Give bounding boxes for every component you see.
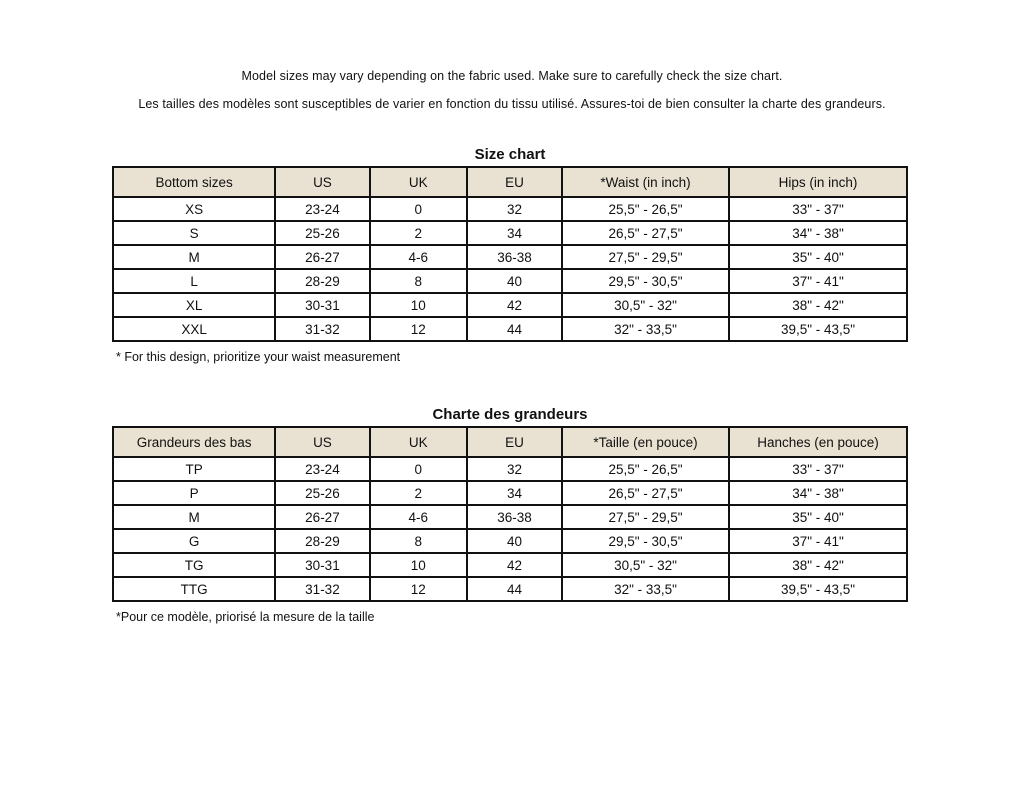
- table-cell: 25,5" - 26,5": [562, 197, 729, 221]
- table-cell: 26,5" - 27,5": [562, 221, 729, 245]
- table-cell: 37" - 41": [729, 269, 907, 293]
- table-cell: 23-24: [275, 457, 369, 481]
- size-chart-section-fr: [112, 406, 908, 624]
- table-row: [113, 481, 907, 505]
- column-header: UK: [370, 167, 467, 197]
- table-cell: 10: [370, 293, 467, 317]
- table-cell: M: [113, 505, 275, 529]
- table-cell: 10: [370, 553, 467, 577]
- table-cell: 2: [370, 221, 467, 245]
- column-header: Hanches (en pouce): [729, 427, 907, 457]
- size-chart-section-en: [112, 146, 908, 364]
- table-cell: TTG: [113, 577, 275, 601]
- table-row: [113, 457, 907, 481]
- column-header: EU: [467, 427, 562, 457]
- table-cell: 26-27: [275, 505, 369, 529]
- column-header: Grandeurs des bas: [113, 427, 275, 457]
- table-cell: 32" - 33,5": [562, 577, 729, 601]
- table-cell: 34: [467, 481, 562, 505]
- intro-text-fr: Les tailles des modèles sont susceptibles de varier en fonction du tissu utilisé. Assures-toi de bien consulter la charte des grandeurs.: [138, 97, 886, 111]
- table-cell: 30,5" - 32": [562, 293, 729, 317]
- column-header: *Taille (en pouce): [562, 427, 729, 457]
- table-cell: 26-27: [275, 245, 369, 269]
- table-cell: 8: [370, 269, 467, 293]
- table-cell: 30-31: [275, 293, 369, 317]
- table-cell: P: [113, 481, 275, 505]
- table-cell: 31-32: [275, 317, 369, 341]
- table-cell: XL: [113, 293, 275, 317]
- table-title-en: Size chart: [474, 146, 546, 163]
- table-cell: 35" - 40": [729, 245, 907, 269]
- size-table-fr: [112, 426, 908, 602]
- table-cell: M: [113, 245, 275, 269]
- table-cell: XS: [113, 197, 275, 221]
- size-chart-page: [0, 69, 1024, 624]
- table-header-row: [113, 167, 907, 197]
- table-cell: 26,5" - 27,5": [562, 481, 729, 505]
- table-row: [113, 221, 907, 245]
- table-cell: 42: [467, 553, 562, 577]
- table-cell: 36-38: [467, 245, 562, 269]
- table-cell: 4-6: [370, 505, 467, 529]
- table-cell: 39,5" - 43,5": [729, 317, 907, 341]
- table-cell: 28-29: [275, 269, 369, 293]
- intro-text-en: Model sizes may vary depending on the fabric used. Make sure to carefully check the size chart.: [241, 69, 783, 83]
- table-title-fr: Charte des grandeurs: [432, 406, 588, 423]
- table-cell: 25-26: [275, 221, 369, 245]
- column-header: US: [275, 167, 369, 197]
- table-cell: 27,5" - 29,5": [562, 505, 729, 529]
- table-cell: 31-32: [275, 577, 369, 601]
- table-cell: 40: [467, 529, 562, 553]
- table-cell: 44: [467, 577, 562, 601]
- table-cell: 38" - 42": [729, 293, 907, 317]
- size-table-en: [112, 166, 908, 342]
- table-cell: G: [113, 529, 275, 553]
- table-cell: 33" - 37": [729, 197, 907, 221]
- table-cell: 36-38: [467, 505, 562, 529]
- table-footnote-fr: *Pour ce modèle, priorisé la mesure de la taille: [116, 610, 375, 624]
- table-cell: 2: [370, 481, 467, 505]
- table-cell: 42: [467, 293, 562, 317]
- column-header: *Waist (in inch): [562, 167, 729, 197]
- table-cell: 23-24: [275, 197, 369, 221]
- table-row: [113, 553, 907, 577]
- column-header: Hips (in inch): [729, 167, 907, 197]
- table-row: [113, 245, 907, 269]
- table-cell: 32: [467, 197, 562, 221]
- table-cell: 37" - 41": [729, 529, 907, 553]
- table-cell: 25,5" - 26,5": [562, 457, 729, 481]
- table-footnote-en: * For this design, prioritize your waist measurement: [116, 350, 401, 364]
- table-row: [113, 317, 907, 341]
- table-cell: 35" - 40": [729, 505, 907, 529]
- table-cell: 32: [467, 457, 562, 481]
- table-cell: 4-6: [370, 245, 467, 269]
- table-row: [113, 505, 907, 529]
- column-header: Bottom sizes: [113, 167, 275, 197]
- table-cell: 33" - 37": [729, 457, 907, 481]
- table-cell: 27,5" - 29,5": [562, 245, 729, 269]
- table-cell: 39,5" - 43,5": [729, 577, 907, 601]
- table-cell: 34" - 38": [729, 481, 907, 505]
- table-cell: 30,5" - 32": [562, 553, 729, 577]
- table-cell: 30-31: [275, 553, 369, 577]
- table-cell: 44: [467, 317, 562, 341]
- table-cell: TP: [113, 457, 275, 481]
- table-cell: 12: [370, 577, 467, 601]
- table-cell: 0: [370, 197, 467, 221]
- table-cell: 25-26: [275, 481, 369, 505]
- table-cell: 38" - 42": [729, 553, 907, 577]
- table-row: [113, 197, 907, 221]
- column-header: US: [275, 427, 369, 457]
- table-row: [113, 577, 907, 601]
- table-cell: 12: [370, 317, 467, 341]
- column-header: UK: [370, 427, 467, 457]
- table-cell: L: [113, 269, 275, 293]
- table-cell: 34" - 38": [729, 221, 907, 245]
- table-row: [113, 269, 907, 293]
- table-row: [113, 293, 907, 317]
- table-cell: 40: [467, 269, 562, 293]
- table-cell: S: [113, 221, 275, 245]
- table-cell: 29,5" - 30,5": [562, 529, 729, 553]
- table-cell: 32" - 33,5": [562, 317, 729, 341]
- column-header: EU: [467, 167, 562, 197]
- table-cell: TG: [113, 553, 275, 577]
- table-cell: 34: [467, 221, 562, 245]
- table-cell: 28-29: [275, 529, 369, 553]
- table-row: [113, 529, 907, 553]
- table-header-row: [113, 427, 907, 457]
- table-cell: XXL: [113, 317, 275, 341]
- table-cell: 0: [370, 457, 467, 481]
- table-cell: 8: [370, 529, 467, 553]
- table-cell: 29,5" - 30,5": [562, 269, 729, 293]
